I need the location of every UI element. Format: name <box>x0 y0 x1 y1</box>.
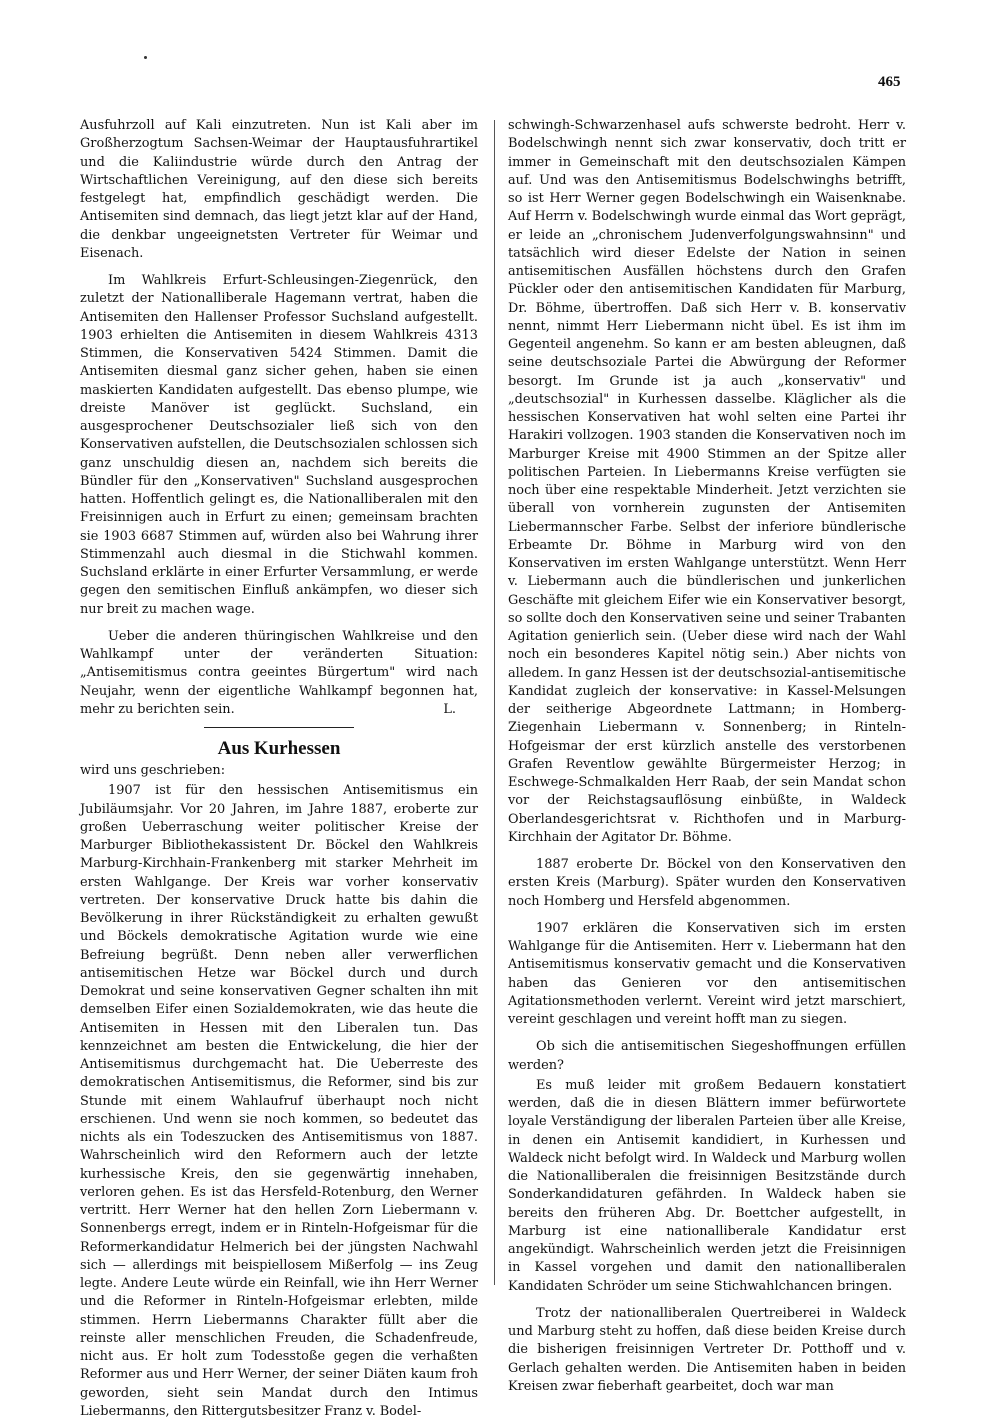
paragraph: schwingh-Schwarzenhasel aufs schwerste bedroht. Herr v. Bodelschwingh nennt sich zwar konservativ, doch tritt er immer in Gemeinschaft mit den deutschsozialen Kämpen auf. Und was den Antisemitismus Bodelschwinghs betrifft, so ist Herr Werner gegen Bodelschwingh ein Waisenknabe. Auf Herrn v. Bodelschwingh wurde einmal das Wort geprägt, er leide an „chronischem Judenverfolgungswahnsinn" und tatsächlich wird dieser Edelste der Nation in seinen antisemitischen Ausfällen höchstens durch den Grafen Pückler oder den antisemitischen Kandidaten für Marburg, Dr. Böhme, übertroffen. Daß sich Herr v. B. konservativ nennt, nimmt Herr Liebermann nicht übel. Es ist ihm im Gegenteil angenehm. So kann er am besten ableugnen, daß seine deutschsoziale Partei die Abwürgung der Reformer besorgt. Im Grunde ist ja auch „konservativ" und „deutschsozial" in Kurhessen dasselbe. Kläglicher als die hessischen Konservativen hat wohl selten eine Partei ihr Harakiri vollzogen. 1903 standen die Konservativen noch im Marburger Kreise mit 4900 Stimmen an der Spitze aller politischen Parteien. In Liebermanns Kreise verfügten sie noch über eine respektable Minderheit. Jetzt verzichten sie überall von vornherein zugunsten der Antisemiten Liebermannscher Farbe. Selbst der inferiore bündlerische Erbeamte Dr. Böhme in Marburg wird von den Konservativen im ersten Wahlgange unterstützt. Wenn Herr v. Liebermann auch die bündlerischen und junkerlichen Geschäfte mit gleichem Eifer wie ein Konservativer besorgt, so sollte doch den Konservativen seine und seiner Trabanten Agitation genierlich sein. (Ueber diese wird nach der Wahl noch ein besonderes Kapitel nötig sein.) Aber nichts von alledem. In ganz Hessen ist der deutschsozial-antisemitische Kandidat zugleich der konservative: in Kassel-Melsungen der seitherige Abgeordnete Lattmann; in Homberg-Ziegenhain Liebermann v. Sonnenberg; in Rinteln-Hofgeismar der erst kürzlich anstelle des verstorbenen Grafen Reventlow gewählte Bürgermeister Herzog; in Eschwege-Schmalkalden Herr Raab, der sein Mandat schon vor der Reichstagsauflösung einbüßte, in Waldeck Oberlandesgerichtsrat v. Richthofen und in Marburg-Kirchhain der Agitator Dr. Böhme. <box>508 118 906 845</box>
paragraph: Ausfuhrzoll auf Kali einzutreten. Nun ist Kali aber im Großherzogtum Sachsen-Weimar der Hauptausfuhrartikel und die Kaliindustrie würde durch den Antrag der Wirtschaftlichen Vereinigung, auf den diese sich bereits festgelegt hat, empfindlich geschädigt werden. Die Antisemiten sind demnach, das liegt jetzt klar auf der Hand, die denkbar ungeeignetsten Vertreter für Weimar und Eisenach. <box>80 118 478 261</box>
paragraph: Es muß leider mit großem Bedauern konstatiert werden, daß die in diesen Blättern immer befürwortete loyale Verständigung der liberalen Parteien über alle Kreise, in denen ein Antisemit kandidiert, in Kurhessen und Waldeck nicht befolgt wird. In Waldeck und Marburg wollen die Nationalliberalen die freisinnigen Besitzstände durch Sonderkandidaturen gefährden. In Waldeck haben sie bereits den früheren Abg. Dr. Boettcher aufgestellt, in Marburg ist eine nationalliberale Kandidatur erst angekündigt. Wahrscheinlich werden jetzt die Freisinnigen in Kassel vorgehen und damit den nationalliberalen Kandidaten Schröder um seine Stichwahlchancen bringen. <box>508 1077 906 1294</box>
section-heading: Aus Kurhessen <box>217 738 341 759</box>
author-signature: L. <box>443 701 456 717</box>
paragraph: 1887 eroberte Dr. Böckel von den Konservativen den ersten Kreis (Marburg). Später wurden den Konservativen noch Homberg und Hersfeld abgenommen. <box>508 857 906 909</box>
section-intro: wird uns geschrieben: <box>80 763 226 778</box>
paragraph: Ob sich die antisemitischen Siegeshoffnungen erfüllen werden? <box>508 1039 906 1073</box>
paragraph-text: Ueber die anderen thüringischen Wahlkreise und den Wahlkampf unter der veränderten Situation: „Antisemitismus contra geeintes Bürgertum" wird nach Neujahr, wenn der eigentliche Wahlkampf begonnen hat, mehr zu berichten sein. <box>80 628 478 717</box>
section-divider <box>204 727 354 728</box>
left-column <box>80 117 478 1421</box>
right-column <box>508 117 906 1396</box>
paragraph <box>80 628 478 719</box>
page-number: 465 <box>878 74 901 90</box>
paragraph: Trotz der nationalliberalen Quertreiberei in Waldeck und Marburg steht zu hoffen, daß diese beiden Kreise durch die bisherigen freisinnigen Vertreter Dr. Potthoff und v. Gerlach gehalten werden. Die Antisemiten haben in beiden Kreisen zwar fieberhaft gearbeitet, doch war man <box>508 1305 906 1394</box>
print-speck <box>144 56 147 59</box>
paragraph: 1907 ist für den hessischen Antisemitismus ein Jubiläumsjahr. Vor 20 Jahren, im Jahre 1887, eroberte zur großen Ueberraschung weiter politischer Kreise der Marburger Bibliothekassistent Dr. Böckel den Wahlkreis Marburg-Kirchhain-Frankenberg mit starker Mehrheit im ersten Wahlgange. Der Kreis war vorher konservativ vertreten. Der konservative Druck hatte bis dahin die Bevölkerung in ihrer Rückständigkeit zu erhalten gewußt und Böckels demokratische Agitation wurde wie eine Befreiung begrüßt. Denn neben aller verwerflichen antisemitischen Hetze war Böckel durch und durch Demokrat und seine konservativen Gegner schalten ihn mit demselben Eifer einen Sozialdemokraten, wie das heute die Antisemiten in Hessen mit den Liberalen tun. Das kennzeichnet am besten die Entwickelung, die hier der Antisemitismus durchgemacht hat. Die Ueberreste des demokratischen Antisemitismus, die Reformer, sind bis zur Stunde mit einem Wahlaufruf überhaupt noch nicht erschienen. Und wenn sie noch kommen, so bedeutet das nichts als ein Todeszucken des Antisemitismus von 1887. Wahrscheinlich wird den Reformern auch der letzte kurhessische Kreis, den sie gegenwärtig innehaben, verloren gehen. Es ist das Hersfeld-Rotenburg, den Werner vertritt. Herr Werner hat den hellen Zorn Liebermann v. Sonnenbergs erregt, indem er in Rinteln-Hofgeismar für die Reformerkandidatur Helmerich bei der jüngsten Nachwahl sich — allerdings mit beispiellosem Mißerfolg — ins Zeug legte. Andere Leute würde ein Reinfall, wie ihn Herr Werner und die Reformer in Rinteln-Hofgeismar erlebten, milde stimmen. Herrn Liebermanns Charakter füllt aber die reinste aller menschlichen Freuden, die Schadenfreude, nicht aus. Er holt zum Todesstoße gegen die verhaßten Reformer aus und Herr Werner, der seiner Diäten kaum froh geworden, sieht sein Mandat durch den Intimus Liebermanns, den Rittergutsbesitzer Franz v. Bodel- <box>80 783 478 1419</box>
column-divider <box>494 120 495 1285</box>
paragraph: 1907 erklären die Konservativen sich im ersten Wahlgange für die Antisemiten. Herr v. Liebermann hat den Antisemitismus konservativ gemacht und die Konservativen haben das Genieren vor den antisemitischen Agitationsmethoden verlernt. Vereint wird jetzt marschiert, vereint geschlagen und vereint hofft man zu siegen. <box>508 920 906 1027</box>
paragraph: Im Wahlkreis Erfurt-Schleusingen-Ziegenrück, den zuletzt der Nationalliberale Hagemann vertrat, haben die Antisemiten den Hallenser Professor Suchsland aufgestellt. 1903 erhielten die Antisemiten in diesem Wahlkreis 4313 Stimmen, die Konservativen 5424 Stimmen. Damit die Antisemiten diesmal ganz sicher gehen, haben sie einen maskierten Kandidaten aufgestellt. Das ebenso plumpe, wie dreiste Manöver ist geglückt. Suchsland, ein ausgesprochener Deutschsozialer ließ sich von den Konservativen aufstellen, die Deutschsozialen schlossen sich ganz unschuldig diesen an, nachdem sich bereits die Bündler für den „Konservativen" Suchsland ausgesprochen hatten. Hoffentlich gelingt es, die Nationalliberalen mit den Freisinnigen auch in Erfurt zu einen; gemeinsam brachten sie 1903 6687 Stimmen auf, würden also bei Wahrung ihrer Stimmenzahl auch diesmal in die Stichwahl kommen. Suchsland erklärte in einer Erfurter Versammlung, er werde gegen den semitischen Einfluß ankämpfen, wo dieser sich nur breit zu machen wage. <box>80 273 478 617</box>
